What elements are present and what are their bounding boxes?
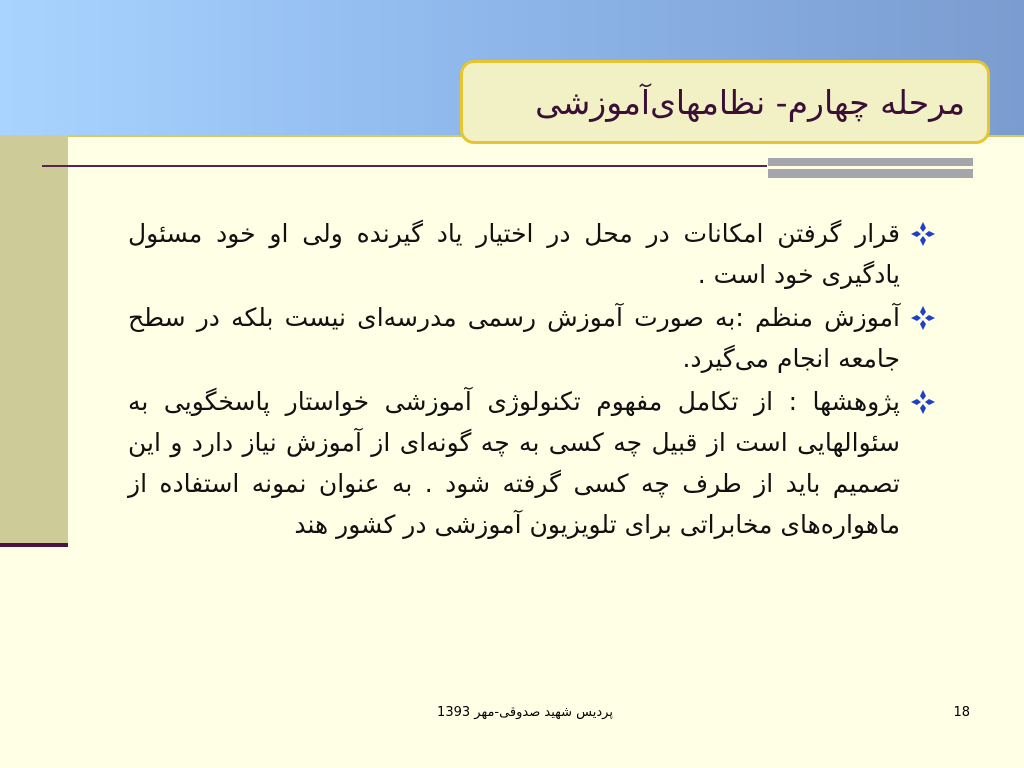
diamond-bullet-icon <box>910 221 936 247</box>
bullet-text: پژوهشها : از تکامل مفهوم تکنولوژی آموزشی خواستار پاسخگویی به سئوالهایی است از قبیل چه کسی به چه گونه‌ای از آموزش نیاز دارد و این تصمیم باید از طرف چه کسی گرفته شود . به عنوان نمونه استفاده از ماهواره‌های مخابراتی برای تلویزیون آموزشی در کشور هند <box>128 387 900 539</box>
bullet-text: آموزش منظم :به صورت آموزش رسمی مدرسه‌ای نیست بلکه در سطح جامعه انجام می‌گیرد. <box>128 303 900 373</box>
page-number: 18 <box>953 705 970 720</box>
left-accent-line <box>0 543 68 547</box>
left-band <box>0 135 68 545</box>
bullet-item <box>128 297 936 379</box>
slide-body <box>128 213 936 547</box>
bullet-item <box>128 213 936 295</box>
slide-title: مرحله چهارم- نظامهای‌آموزشی <box>535 82 965 122</box>
bullet-item <box>128 381 936 545</box>
diamond-bullet-icon <box>910 305 936 331</box>
title-underline <box>42 165 767 167</box>
footer-text: پردیس شهید صدوقی-مهر 1393 <box>437 705 613 720</box>
gray-accent-bar <box>768 158 973 178</box>
diamond-bullet-icon <box>910 389 936 415</box>
slide-title-box <box>460 60 990 144</box>
bullet-text: قرار گرفتن امکانات در محل در اختیار یاد گیرنده ولی او خود مسئول یادگیری خود است . <box>128 219 900 289</box>
